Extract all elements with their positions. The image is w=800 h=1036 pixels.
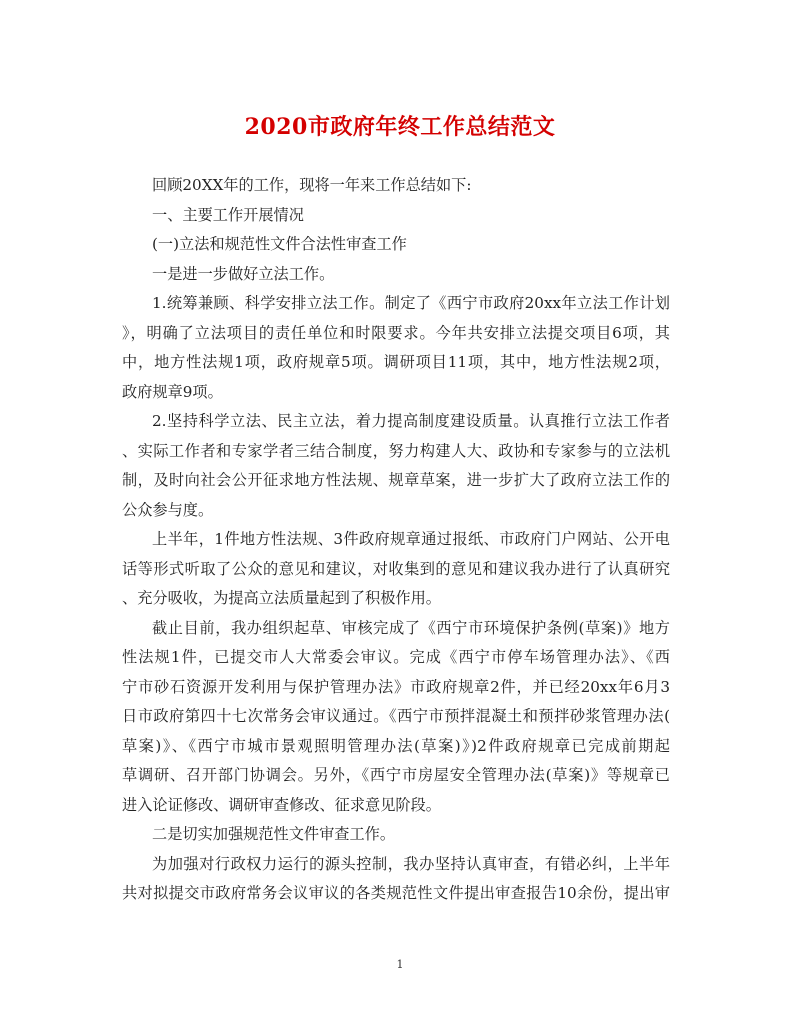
- text-line: 性法规1件，已提交市人大常委会审议。完成《西宁市停车场管理办法》、《西: [122, 648, 670, 666]
- text-line: 宁市砂石资源开发利用与保护管理办法》市政府规章2件，并已经20xx年6月3: [122, 677, 670, 696]
- paragraph-source-control: [122, 850, 670, 909]
- document-body: [122, 171, 670, 909]
- paragraph-drafting-progress: [122, 614, 670, 821]
- text-line: 政府规章9项。: [122, 382, 223, 401]
- text-line: 1.统筹兼顾、科学安排立法工作。制定了《西宁市政府20xx年立法工作计划: [152, 294, 670, 312]
- paragraph-scientific-legislation: [122, 407, 670, 525]
- text-line: 草案)》、《西宁市城市景观照明管理办法(草案)》)2件政府规章已完成前期起: [122, 736, 670, 755]
- heading-legislation-review: (一)立法和规范性文件合法性审查工作: [152, 235, 407, 253]
- paragraph-legislation-plan: [122, 289, 670, 407]
- text-line: 制，及时向社会公开征求地方性法规、规章草案，进一步扩大了政府立法工作的: [122, 471, 670, 489]
- heading-main-work: 一、主要工作开展情况: [152, 205, 304, 224]
- paragraph-public-opinion: [122, 525, 670, 614]
- text-line: 2.坚持科学立法、民主立法，着力提高制度建设质量。认真推行立法工作者: [152, 412, 670, 430]
- text-line: 、实际工作者和专家学者三结合制度，努力构建人大、政协和专家参与的立法机: [122, 441, 670, 460]
- text-line: 草调研、召开部门协调会。另外，《西宁市房屋安全管理办法(草案)》等规章已: [122, 766, 670, 784]
- paragraph-legislation-lead: 一是进一步做好立法工作。: [152, 264, 335, 283]
- paragraph-intro: 回顾20XX年的工作，现将一年来工作总结如下:: [152, 176, 472, 194]
- text-line: 日市政府第四十七次常务会审议通过。《西宁市预拌混凝土和预拌砂浆管理办法(: [122, 707, 670, 725]
- text-line: 进入论证修改、调研审查修改、征求意见阶段。: [122, 795, 441, 814]
- text-line: 》，明确了立法项目的责任单位和时限要求。今年共安排立法提交项目6项，其: [122, 323, 670, 342]
- text-line: 话等形式听取了公众的意见和建议，对收集到的意见和建议我办进行了认真研究: [122, 559, 670, 578]
- text-line: 截止目前，我办组织起草、审核完成了《西宁市环境保护条例(草案)》地方: [152, 618, 670, 637]
- text-line: 共对拟提交市政府常务会议审议的各类规范性文件提出审查报告10余份，提出审: [122, 884, 670, 902]
- document-title: 2020市政府年终工作总结范文: [244, 114, 556, 140]
- text-line: 上半年，1件地方性法规、3件政府规章通过报纸、市政府门户网站、公开电: [152, 530, 670, 548]
- page-number: 1: [396, 958, 404, 971]
- text-line: 、充分吸收，为提高立法质量起到了积极作用。: [122, 589, 441, 607]
- paragraph-normative-review-lead: 二是切实加强规范性文件审查工作。: [152, 825, 395, 843]
- text-line: 为加强对行政权力运行的源头控制，我办坚持认真审查，有错必纠，上半年: [152, 854, 670, 873]
- text-line: 公众参与度。: [122, 500, 214, 519]
- text-line: 中，地方性法规1项，政府规章5项。调研项目11项，其中，地方性法规2项，: [122, 353, 670, 371]
